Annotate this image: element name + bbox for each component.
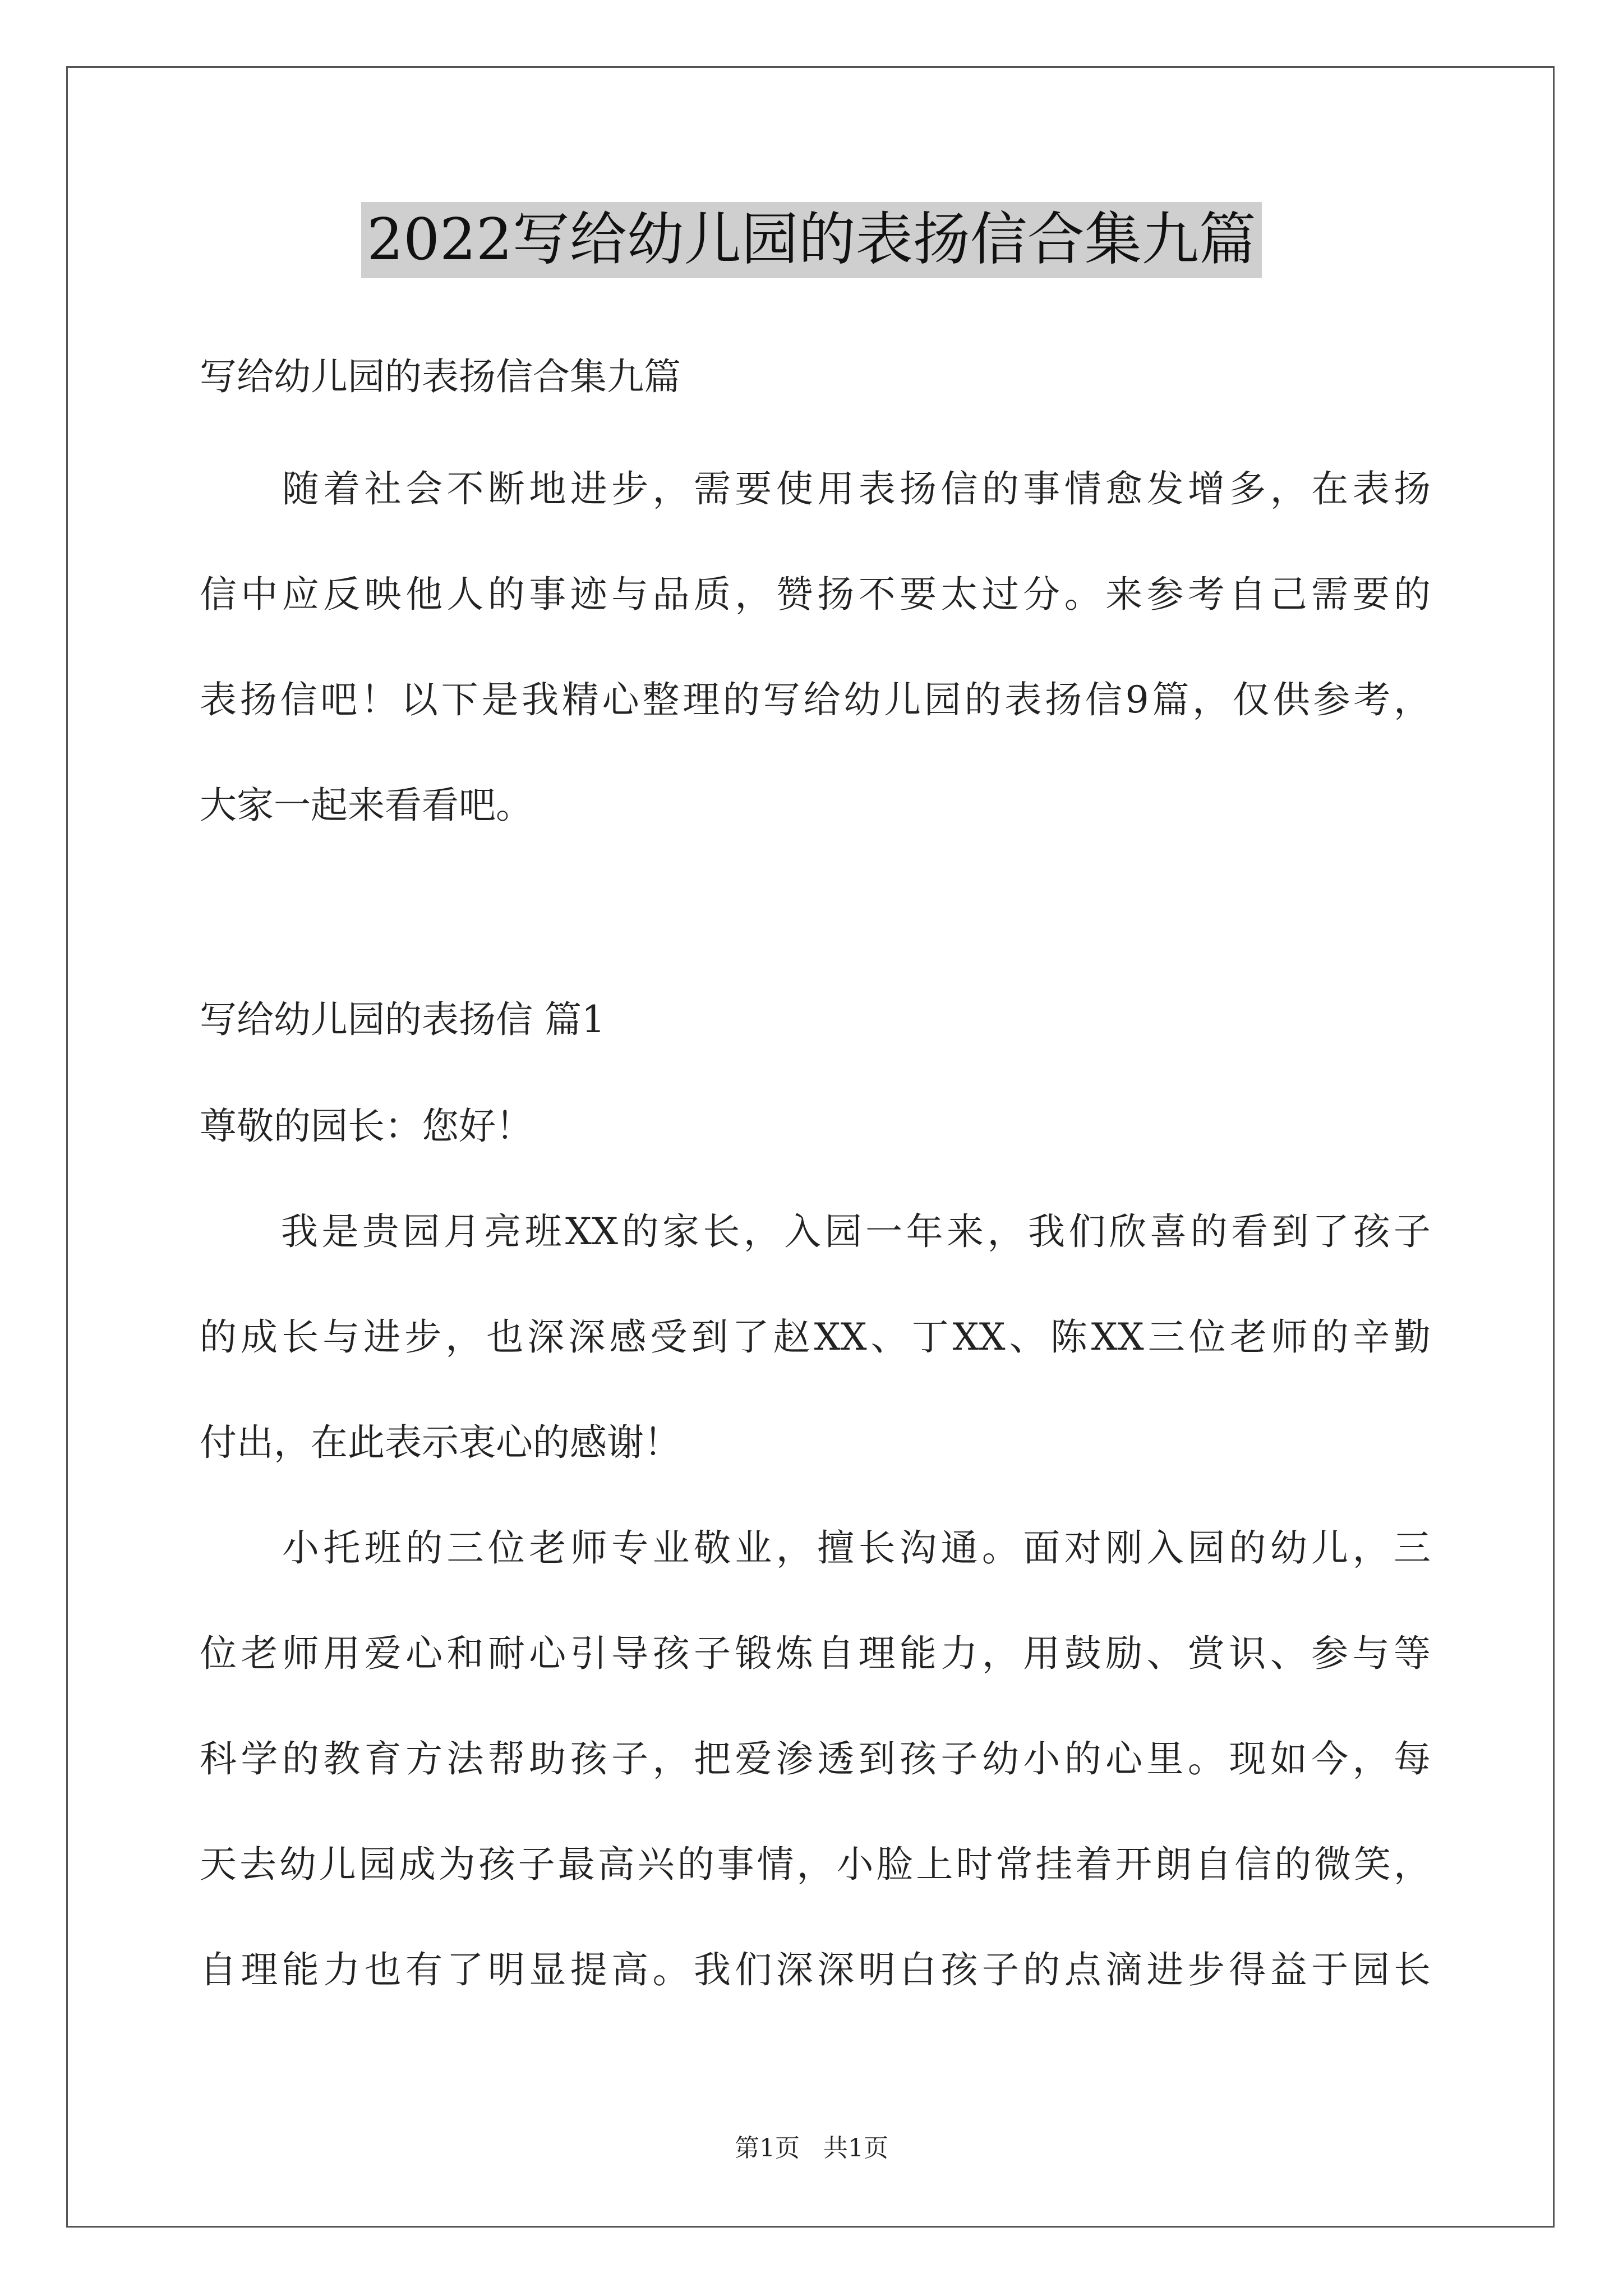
paragraph2-line: 位老师用爱心和耐心引导孩子锻炼自理能力，用鼓励、赏识、参与等 xyxy=(200,1632,1431,1675)
salutation: 尊敬的园长：您好！ xyxy=(200,1105,533,1148)
paragraph2-line: 科学的教育方法帮助孩子，把爱渗透到孩子幼小的心里。现如今，每 xyxy=(200,1737,1431,1780)
paragraph1-line: 的成长与进步，也深深感受到了赵XX、丁XX、陈XX三位老师的辛勤 xyxy=(200,1315,1431,1359)
intro-line: 大家一起来看看吧。 xyxy=(200,784,533,827)
title-container xyxy=(0,202,1623,278)
subtitle: 写给幼儿园的表扬信合集九篇 xyxy=(200,355,681,398)
paragraph2-line: 自理能力也有了明显提高。我们深深明白孩子的点滴进步得益于园长 xyxy=(200,1948,1431,1991)
intro-line: 表扬信吧！以下是我精心整理的写给幼儿园的表扬信9篇，仅供参考， xyxy=(200,678,1431,721)
paragraph2-line: 天去幼儿园成为孩子最高兴的事情，小脸上时常挂着开朗自信的微笑， xyxy=(200,1843,1431,1886)
paragraph1-line: 付出，在此表示衷心的感谢！ xyxy=(200,1421,681,1464)
paragraph1-line: 我是贵园月亮班XX的家长，入园一年来，我们欣喜的看到了孩子 xyxy=(200,1210,1431,1253)
page-footer: 第1页 共1页 xyxy=(735,2134,888,2162)
intro-line: 随着社会不断地进步，需要使用表扬信的事情愈发增多，在表扬 xyxy=(200,467,1431,510)
intro-line: 信中应反映他人的事迹与品质，赞扬不要太过分。来参考自己需要的 xyxy=(200,573,1431,616)
document-title: 2022写给幼儿园的表扬信合集九篇 xyxy=(361,202,1262,278)
paragraph2-line: 小托班的三位老师专业敬业，擅长沟通。面对刚入园的幼儿，三 xyxy=(200,1526,1431,1570)
section-heading: 写给幼儿园的表扬信 篇1 xyxy=(200,998,605,1041)
